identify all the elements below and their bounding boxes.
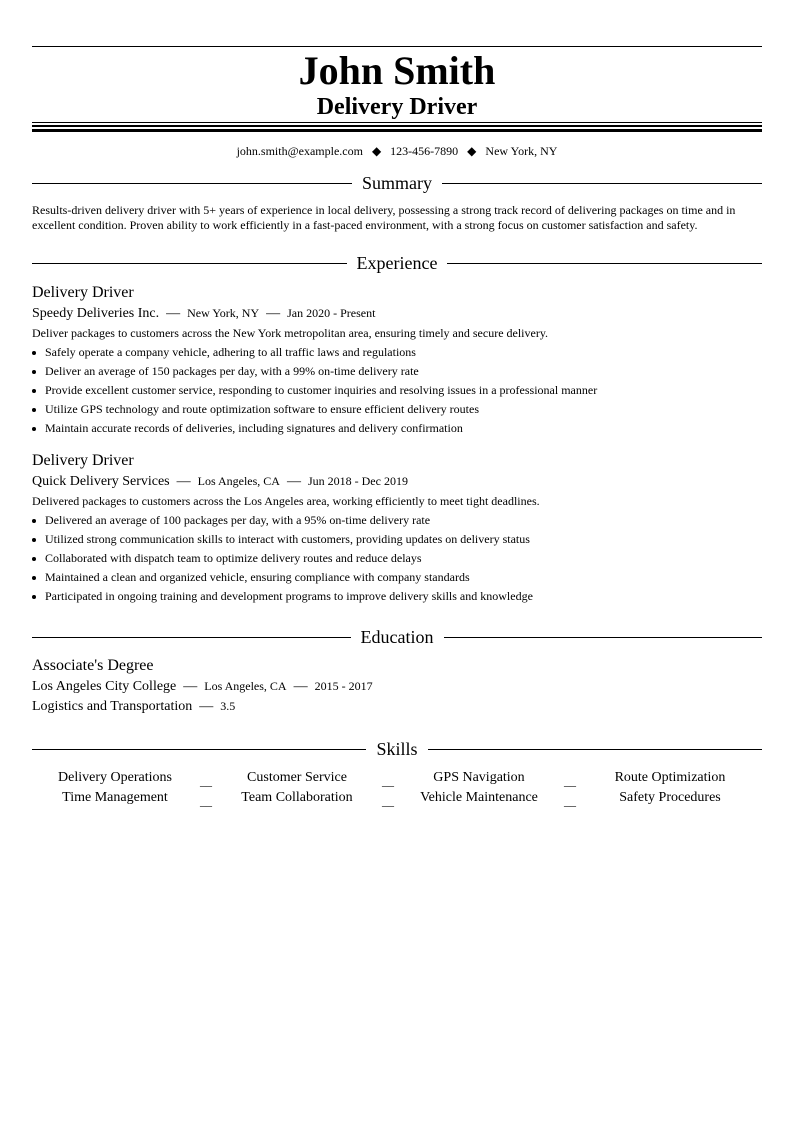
job-bullet-list	[32, 343, 762, 438]
summary-section-heading	[32, 172, 762, 194]
edu-field-line	[32, 697, 762, 716]
header-rule-thick	[32, 129, 762, 132]
skill-item: Delivery Operations	[58, 770, 172, 785]
skill-separator: __	[200, 793, 212, 808]
bullet-icon	[32, 427, 36, 431]
dash-separator: —	[176, 474, 191, 489]
bullet-icon	[32, 595, 36, 599]
skill-separator: __	[382, 773, 394, 788]
job-description: Delivered packages to customers across the Los Angeles area, working efficiently to meet tight deadlines.	[32, 494, 540, 508]
job-meta	[32, 304, 762, 323]
summary-text: Results-driven delivery driver with 5+ years of experience in local delivery, possessing a strong track record of delivering packages on time and in excellent condition. Proven ability to work efficiently in a fast-paced environment, with a strong focus on customer satisfaction and safety.	[32, 203, 736, 232]
job-dates: Jun 2018 - Dec 2019	[307, 474, 408, 488]
skills-section-heading	[32, 738, 762, 760]
dash-separator: —	[199, 699, 214, 714]
diamond-separator-icon: ◆	[371, 144, 382, 158]
edu-location: Los Angeles, CA	[204, 679, 287, 693]
heading-rule-left	[32, 749, 366, 750]
bullet-text: Delivered an average of 100 packages per day, with a 95% on-time delivery rate	[45, 513, 431, 527]
list-item	[32, 419, 762, 438]
dash-separator: —	[293, 679, 308, 694]
job-company: Speedy Deliveries Inc.	[32, 306, 160, 321]
job-bullet-list	[32, 511, 762, 606]
heading-rule-right	[428, 749, 762, 750]
skill-separator: __	[564, 773, 576, 788]
heading-rule-left	[32, 263, 347, 264]
heading-rule-left	[32, 183, 352, 184]
skills-row-2	[32, 788, 762, 808]
bullet-text: Provide excellent customer service, responding to customer inquiries and resolving issues in a professional manner	[45, 383, 598, 397]
skill-separator: __	[200, 773, 212, 788]
bullet-icon	[32, 576, 36, 580]
job-title: Delivery Driver	[32, 284, 134, 301]
job-meta	[32, 472, 762, 491]
experience-entry-2	[32, 451, 762, 606]
header-top-rule	[32, 46, 762, 47]
bullet-icon	[32, 538, 36, 542]
job-dates: Jan 2020 - Present	[287, 306, 376, 320]
job-company: Quick Delivery Services	[32, 474, 170, 489]
list-item	[32, 530, 762, 549]
header-rule-thin	[32, 122, 762, 123]
bullet-text: Deliver an average of 150 packages per day, with a 99% on-time delivery rate	[45, 364, 419, 378]
skill-item: Customer Service	[247, 770, 347, 785]
bullet-text: Maintained a clean and organized vehicle, ensuring compliance with company standards	[45, 570, 470, 584]
candidate-title: Delivery Driver	[316, 94, 478, 120]
edu-field: Logistics and Transportation	[32, 699, 193, 714]
job-location: Los Angeles, CA	[197, 474, 280, 488]
skill-separator: __	[382, 793, 394, 808]
bullet-icon	[32, 408, 36, 412]
list-item	[32, 381, 762, 400]
list-item	[32, 362, 762, 381]
skills-heading-label: Skills	[376, 739, 418, 759]
skill-item: Safety Procedures	[619, 790, 721, 805]
education-section-heading	[32, 626, 762, 648]
heading-rule-right	[447, 263, 762, 264]
candidate-name: John Smith	[298, 48, 496, 93]
list-item	[32, 343, 762, 362]
heading-rule-right	[442, 183, 762, 184]
experience-heading-label: Experience	[356, 253, 438, 273]
dash-separator: —	[166, 306, 181, 321]
skills-grid	[32, 768, 762, 808]
contact-location: New York, NY	[485, 144, 558, 158]
skills-row-1	[32, 768, 762, 788]
contact-line	[32, 143, 762, 159]
skill-item: Route Optimization	[614, 770, 726, 785]
heading-rule-left	[32, 637, 351, 638]
contact-email: john.smith@example.com	[236, 144, 363, 158]
bullet-text: Utilize GPS technology and route optimization software to ensure efficient delivery routes	[45, 402, 479, 416]
bullet-text: Collaborated with dispatch team to optimize delivery routes and reduce delays	[45, 551, 422, 565]
edu-degree: Associate's Degree	[32, 657, 154, 674]
diamond-separator-icon: ◆	[467, 144, 477, 158]
edu-school-line	[32, 677, 762, 696]
skill-item: Team Collaboration	[241, 790, 353, 805]
header-rule-medium	[32, 125, 762, 127]
list-item	[32, 400, 762, 419]
bullet-text: Safely operate a company vehicle, adhering to all traffic laws and regulations	[45, 345, 416, 359]
bullet-icon	[32, 557, 36, 561]
experience-section-heading	[32, 252, 762, 274]
bullet-icon	[32, 519, 36, 523]
skill-item: Vehicle Maintenance	[420, 790, 538, 805]
list-item	[32, 587, 762, 606]
bullet-text: Maintain accurate records of deliveries, including signatures and delivery confirmation	[45, 421, 463, 435]
dash-separator: —	[183, 679, 198, 694]
bullet-icon	[32, 389, 36, 393]
bullet-text: Utilized strong communication skills to interact with customers, providing updates on delivery status	[45, 532, 530, 546]
dash-separator: —	[286, 474, 301, 489]
education-entry	[32, 656, 762, 716]
summary-heading-label: Summary	[362, 173, 432, 193]
job-description: Deliver packages to customers across the New York metropolitan area, ensuring timely and secure delivery.	[32, 326, 549, 340]
edu-gpa: 3.5	[220, 699, 236, 713]
education-heading-label: Education	[360, 627, 434, 647]
bullet-icon	[32, 370, 36, 374]
list-item	[32, 568, 762, 587]
dash-separator: —	[266, 306, 281, 321]
list-item	[32, 549, 762, 568]
contact-phone: 123-456-7890	[390, 144, 459, 158]
bullet-icon	[32, 351, 36, 355]
heading-rule-right	[444, 637, 763, 638]
job-location: New York, NY	[187, 306, 260, 320]
edu-dates: 2015 - 2017	[314, 679, 373, 693]
experience-entry-1	[32, 283, 762, 438]
list-item	[32, 511, 762, 530]
skill-item: GPS Navigation	[433, 770, 525, 785]
bullet-text: Participated in ongoing training and development programs to improve delivery skills and knowledge	[45, 589, 533, 603]
skill-separator: __	[564, 793, 576, 808]
edu-school: Los Angeles City College	[32, 679, 177, 694]
skill-item: Time Management	[62, 790, 168, 805]
job-title: Delivery Driver	[32, 452, 134, 469]
